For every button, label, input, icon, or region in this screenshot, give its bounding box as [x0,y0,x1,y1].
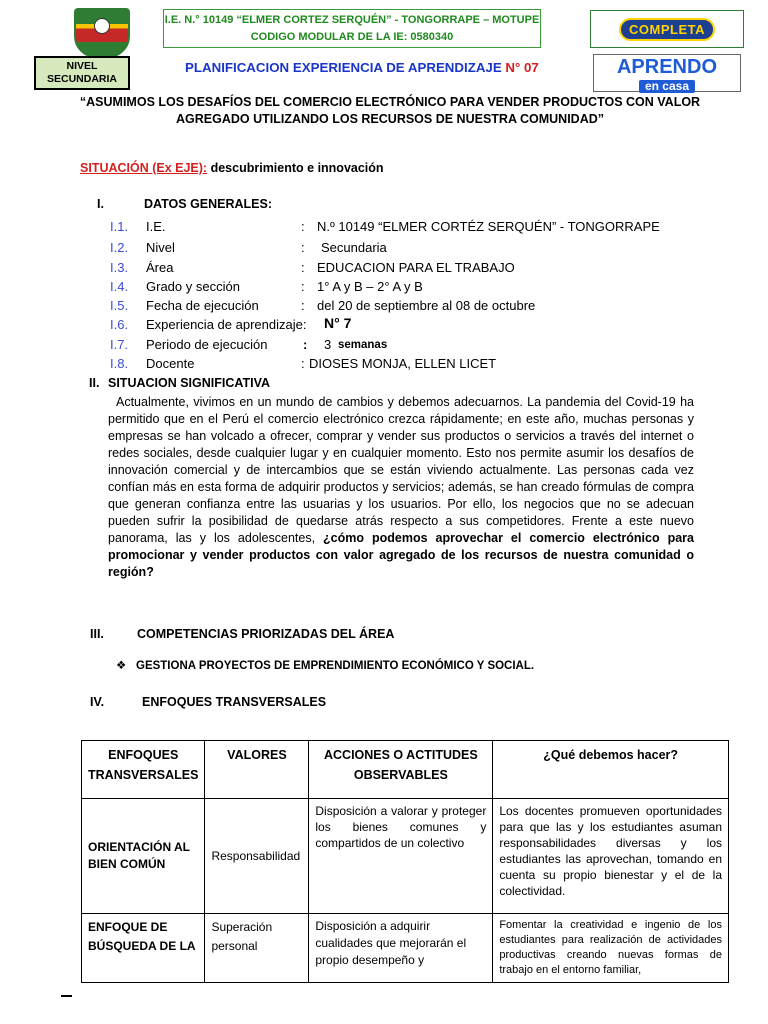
jornada-completa-logo [590,10,744,48]
section-number: II. [89,376,100,390]
section-situacion-heading [89,376,270,390]
row-label: Periodo de ejecución [146,337,268,352]
row-colon: : [303,337,308,352]
row-index: I.1. [110,219,129,234]
datos-row [110,279,710,297]
enfoques-table [81,740,729,983]
row-value: DIOSES MONJA, ELLEN LICET [309,356,497,371]
row-label: I.E. [146,219,166,234]
row-value: 1° A y B – 2° A y B [317,279,423,294]
row-colon: : [301,260,305,275]
row-label: Área [146,260,174,275]
situacion-value: descubrimiento e innovación [210,161,384,175]
situacion-label: SITUACIÓN (Ex EJE): [80,161,208,175]
row-index: I.5. [110,298,129,313]
datos-row [110,298,710,316]
cell-valor: Superación personal [205,914,309,983]
row-colon: : [301,356,305,371]
section-number: I. [97,197,104,211]
section-title: ENFOQUES TRANSVERSALES [142,695,327,709]
competencia-text: GESTIONA PROYECTOS DE EMPRENDIMIENTO ECONÓMICO Y SOCIAL. [136,660,535,672]
school-info-box [163,9,541,48]
cell-acciones: Disposición a adquirir cualidades que mejorarán el propio desempeño y [309,914,493,983]
row-index: I.6. [110,317,129,332]
row-index: I.7. [110,337,129,352]
section-title: DATOS GENERALES: [144,197,273,211]
diamond-bullet-icon: ❖ [116,660,127,672]
section-title: COMPETENCIAS PRIORIZADAS DEL ÁREA [137,627,395,641]
cell-enfoque: ORIENTACIÓN AL BIEN COMÚN [82,799,205,914]
column-header: ENFOQUES TRANSVERSALES [82,741,205,799]
row-label: Docente [146,356,195,371]
row-value-suffix: semanas [338,339,388,351]
cell-hacer: Los docentes promueven oportunidades para que las y los estudiantes asuman responsabilidades diversas y los estudiantes las aprovechan, tomando en cuenta su propio bienestar y el de la colectividad. [493,799,729,914]
row-index: I.8. [110,356,129,371]
section-number: IV. [90,695,105,709]
nivel-line1: NIVEL [66,60,98,72]
title-text: PLANIFICACION EXPERIENCIA DE APRENDIZAJE [185,60,502,75]
modular-code: CODIGO MODULAR DE LA IE: 0580340 [250,31,454,43]
school-crest-logo [74,8,130,58]
datos-row [110,240,710,258]
nivel-box [34,56,130,90]
datos-row [110,317,710,335]
situacion-line [80,161,384,175]
table-row [82,914,729,983]
row-index: I.2. [110,240,129,255]
aprendo-text: APRENDO [616,56,717,78]
section-datos-heading [97,197,272,211]
row-index: I.3. [110,260,129,275]
section-title: SITUACION SIGNIFICATIVA [108,376,271,390]
title-number: N° 07 [505,60,539,75]
section-competencias-heading [90,627,394,641]
page-marker-dash [61,995,72,997]
row-value: Secundaria [321,240,387,255]
table-header-row [82,741,729,799]
row-colon: : [301,219,305,234]
row-index: I.4. [110,279,129,294]
row-label: Experiencia de aprendizaje: [146,317,307,332]
cell-enfoque: ENFOQUE DE BÚSQUEDA DE LA [82,914,205,983]
row-label: Nivel [146,240,175,255]
column-header: ACCIONES O ACTITUDES OBSERVABLES [309,741,493,799]
table-row [82,799,729,914]
row-value: N° 7 [324,315,352,331]
row-colon: : [301,298,305,313]
row-value: del 20 de septiembre al 08 de octubre [317,298,536,313]
row-label: Fecha de ejecución [146,298,259,313]
cell-hacer: Fomentar la creatividad e ingenio de los estudiantes para realización de actividades productivas creando nuevas formas de trabajo en el entorno familiar, [493,914,729,983]
row-value: N.º 10149 “ELMER CORTÉZ SERQUÉN” - TONGORRAPE [317,219,660,234]
paragraph-question: ¿cómo podemos aprovechar el comercio electrónico para promocionar y vender productos con valor agregado de los recursos de nuestra comunidad o región? [108,531,694,579]
datos-row [110,356,710,374]
situacion-paragraph [108,394,694,581]
row-value: 3 [324,337,332,352]
paragraph-text: Actualmente, vivimos en un mundo de cambios y debemos adecuarnos. La pandemia del Covid-19 ha permitido que en el Perú el comercio electrónico crezca rápidamente; en este año, muchas personas y empresas se han volcado a ofrecer, comprar y vender sus productos o servicios a través del internet o redes sociales, desde cualquier lugar y en cualquier momento. Esto nos permite asumir los desafíos de innovación comercial y de intercambios que se están viviendo actualmente. Las personas cada vez confían más en esta forma de adquirir productos y servicios; además, se han creado fórmulas de compra que generan confianza entre las usuarias y los usuarios. Por ello, los negocios que no se adecuan pueden sufrir la posibilidad de quedarse atrás respecto a sus competidores. Frente a este nuevo panorama, las y los adolescentes, [108,395,694,545]
cell-acciones: Disposición a valorar y proteger los bienes comunes y compartidos de un colectivo [309,799,493,914]
school-name: I.E. N.° 10149 “ELMER CORTEZ SERQUÉN” - TONGORRAPE – MOTUPE [164,14,540,26]
en-casa-text: en casa [639,80,695,93]
section-enfoques-heading [90,695,326,709]
datos-row [110,260,710,278]
section-number: III. [90,627,104,641]
completa-label: COMPLETA [619,18,715,41]
page-title [185,60,539,75]
row-colon: : [301,279,305,294]
aprendo-en-casa-logo [593,54,741,92]
datos-row [110,337,710,355]
experience-subtitle: “ASUMIMOS LOS DESAFÍOS DEL COMERCIO ELECTRÓNICO PARA VENDER PRODUCTOS CON VALOR AGREGADO UTILIZANDO LOS RECURSOS DE NUESTRA COMUNIDAD” [79,95,701,126]
nivel-line2: SECUNDARIA [46,73,117,85]
row-colon: : [301,240,305,255]
row-label: Grado y sección [146,279,240,294]
column-header: VALORES [205,741,309,799]
row-value: EDUCACION PARA EL TRABAJO [317,260,515,275]
datos-row [110,219,710,237]
column-header: ¿Qué debemos hacer? [493,741,729,799]
cell-valor: Responsabilidad [205,799,309,914]
competencia-item [116,658,534,672]
